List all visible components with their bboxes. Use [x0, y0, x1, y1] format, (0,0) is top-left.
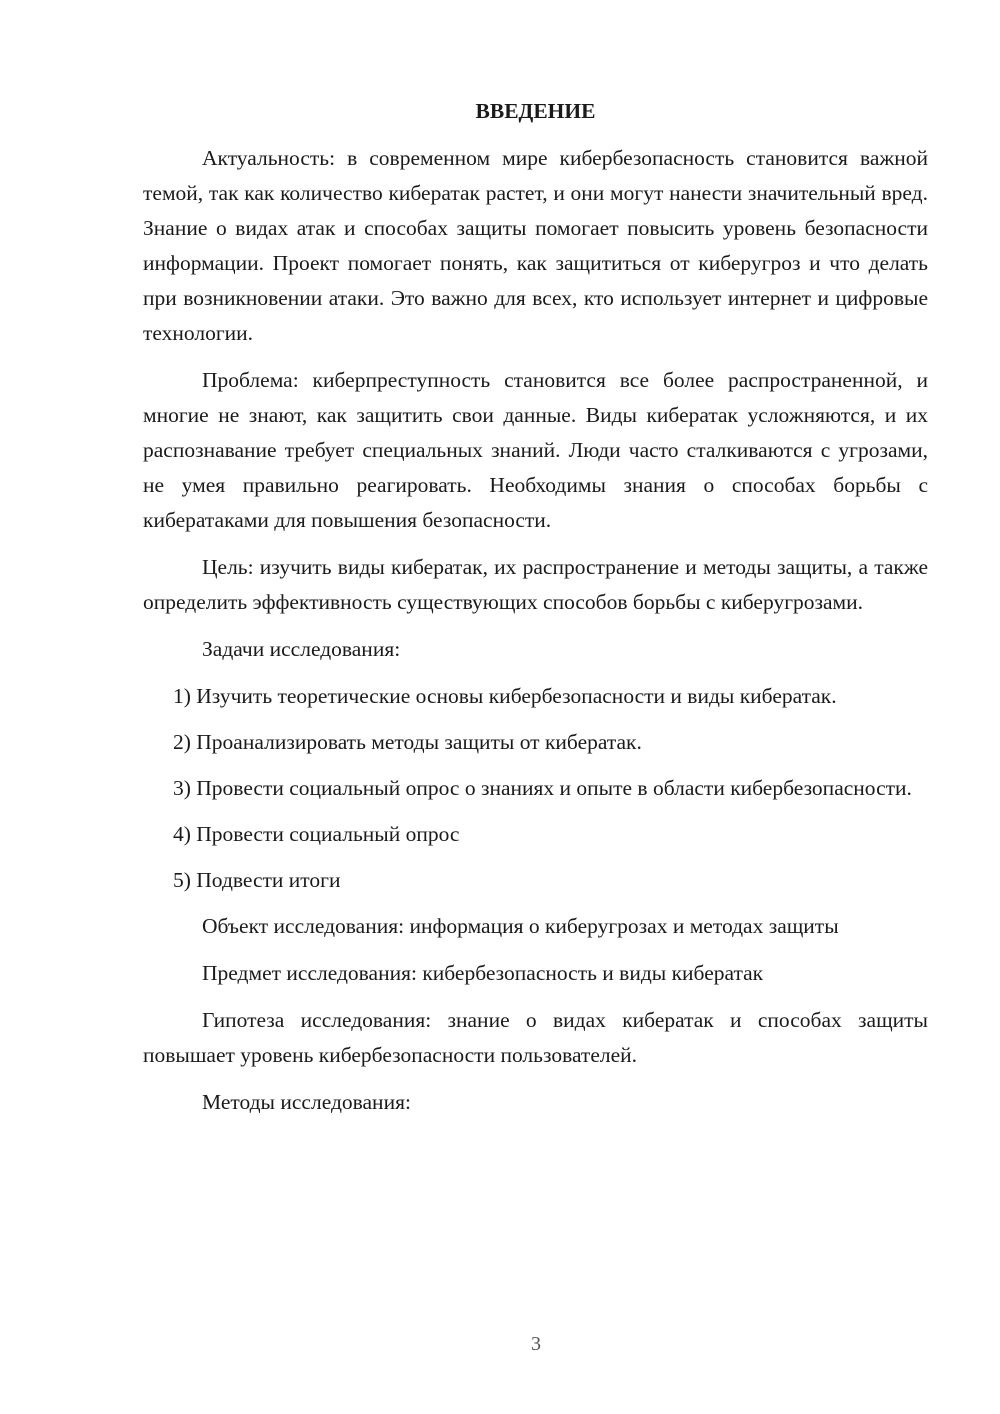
task-item-4: 4) Провести социальный опрос [173, 822, 460, 846]
task-item-5: 5) Подвести итоги [173, 868, 341, 892]
paragraph-relevance: Актуальность: в современном мире кибербезопасность становится важной темой, так как количество кибератак растет, и они могут нанести значительный вред. Знание о видах атак и способах защиты помогает повысить уровень безопасности информации. Проект помогает понять, как защититься от киберугроз и что делать при возникновении атаки. Это важно для всех, кто использует интернет и цифровые технологии. [143, 146, 928, 345]
page-content [143, 94, 928, 1132]
task-item-1: 1) Изучить теоретические основы кибербезопасности и виды кибератак. [173, 684, 837, 708]
task-item-2: 2) Проанализировать методы защиты от кибератак. [173, 730, 642, 754]
paragraph-problem: Проблема: киберпреступность становится все более распространенной, и многие не знают, как защитить свои данные. Виды кибератак усложняются, и их распознавание требует специальных знаний. Люди часто сталкиваются с угрозами, не умея правильно реагировать. Необходимы знания о способах борьбы с кибератаками для повышения безопасности. [143, 368, 928, 532]
paragraph-tasks-heading: Задачи исследования: [202, 637, 401, 661]
paragraph-goal: Цель: изучить виды кибератак, их распространение и методы защиты, а также определить эффективность существующих способов борьбы с киберугрозами. [143, 555, 928, 614]
paragraph-methods: Методы исследования: [202, 1090, 411, 1114]
paragraph-subject: Предмет исследования: кибербезопасность и виды кибератак [202, 961, 764, 985]
task-item-3: 3) Провести социальный опрос о знаниях и опыте в области кибербезопасности. [173, 776, 912, 800]
paragraph-hypothesis: Гипотеза исследования: знание о видах кибератак и способах защиты повышает уровень кибербезопасности пользователей. [143, 1008, 928, 1067]
page-number: 3 [531, 1333, 541, 1355]
paragraph-object: Объект исследования: информация о киберугрозах и методах защиты [202, 914, 839, 938]
page-title: ВВЕДЕНИЕ [475, 99, 596, 123]
